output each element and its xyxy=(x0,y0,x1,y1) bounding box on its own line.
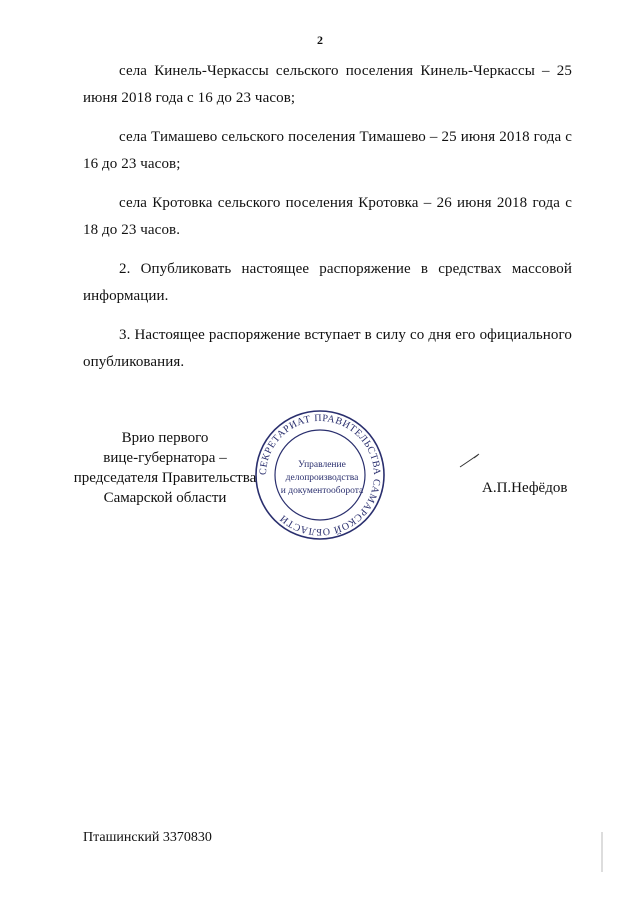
stamp-center-line-1: Управление xyxy=(298,460,346,470)
paragraph-krotovka: села Кротовка сельского поселения Кротовка – 26 июня 2018 года с 18 до 23 часов. xyxy=(83,195,572,238)
scan-edge-mark xyxy=(601,832,603,872)
page-number: 2 xyxy=(317,33,323,47)
paragraph-effective: 3. Настоящее распоряжение вступает в силу со дня его официального опубликования. xyxy=(83,327,572,370)
document-body xyxy=(83,58,572,388)
position-line-4: Самарской области xyxy=(103,490,227,506)
paragraph-kinel-cherkassy: села Кинель-Черкассы сельского поселения Кинель-Черкассы – 25 июня 2018 года с 16 до 23 часов; xyxy=(83,63,572,106)
position-line-1: Врио первого xyxy=(121,430,209,446)
executor-info: Пташинский 3370830 xyxy=(83,830,212,845)
paragraph-timashevo: села Тимашево сельского поселения Тимашево – 25 июня 2018 года с 16 до 23 часов; xyxy=(83,129,572,172)
stamp-graphic xyxy=(252,407,388,543)
handwritten-signature xyxy=(458,450,482,470)
signature-position xyxy=(70,428,260,508)
position-line-3: председателя Правительства xyxy=(73,470,257,486)
signatory-name: А.П.Нефёдов xyxy=(482,480,568,496)
position-line-2: вице-губернатора – xyxy=(103,450,227,466)
paragraph-publish: 2. Опубликовать настоящее распоряжение в средствах массовой информации. xyxy=(83,261,572,304)
official-stamp xyxy=(252,407,388,543)
stamp-center-line-2: делопроизводства xyxy=(285,473,359,483)
stamp-ring-text: СЕКРЕТАРИАТ ПРАВИТЕЛЬСТВА САМАРСКОЙ ОБЛАСТИ xyxy=(257,412,383,538)
stamp-center-line-3: и документооборота xyxy=(280,486,364,496)
